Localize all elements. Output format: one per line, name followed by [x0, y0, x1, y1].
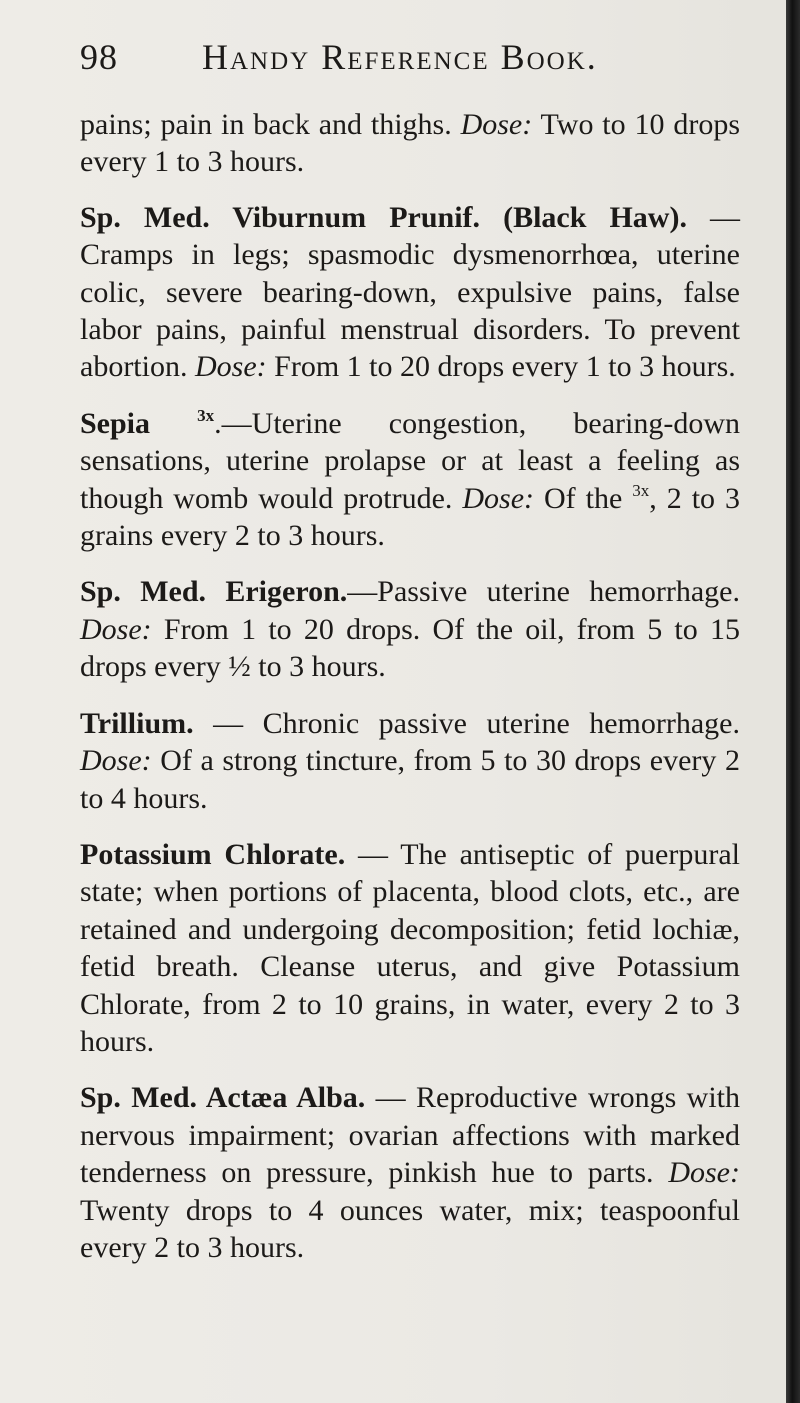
entry-term: Sp. Med. Viburnum Prunif. (Black Haw).	[80, 200, 687, 234]
page-edge-shadow	[786, 0, 800, 1403]
entry-viburnum	[80, 199, 740, 386]
dose-label: Dose:	[460, 108, 533, 141]
potency-superscript: 3x	[632, 480, 650, 500]
dose-text: From 1 to 20 drops. Of the oil, from 5 to 15 drops every ½ to 3 hours.	[80, 612, 740, 684]
entry-term: Sepia	[80, 406, 151, 440]
dose-text: Two to 10 drops every 1 to 3 hours.	[80, 108, 741, 179]
entry-erigeron	[80, 573, 740, 685]
dose-text: Twenty drops to 4 ounces water, mix; teaspoonful every 2 to 3 hours.	[80, 1193, 740, 1264]
dose-text: From 1 to 20 drops every 1 to 3 hours.	[266, 350, 736, 384]
dose-label: Dose:	[668, 1156, 740, 1190]
dose-label: Dose:	[80, 612, 152, 646]
entry-text: — The antiseptic of puerpural state; when portions of placenta, blood clots, etc., are retained and undergoing decomposition; fetid lochiæ, fetid breath. Cleanse uterus, and give Potassium Chlorate, from 2 to 10 grains, in water, every 2 to 3 hours.	[80, 837, 740, 1058]
entry-potassium-chlorate	[80, 836, 740, 1060]
paragraph-continuation	[80, 106, 740, 181]
entry-term: Trillium.	[80, 706, 194, 740]
entry-text: — Reproductive wrongs with nervous impairment; ovarian affections with marked tenderness on pressure, pinkish hue to parts.	[80, 1081, 740, 1190]
paragraph-text: pains; pain in back and thighs.	[80, 108, 461, 141]
potency-superscript: 3x	[197, 405, 215, 425]
entry-term: Potassium Chlorate.	[80, 837, 346, 871]
entry-trillium	[80, 705, 740, 817]
entry-term: Sp. Med. Erigeron.	[80, 575, 348, 609]
dose-label: Dose:	[80, 744, 152, 778]
running-title: Handy Reference Book.	[202, 37, 598, 77]
body-text	[80, 106, 740, 1285]
entry-actaea-alba	[80, 1079, 740, 1266]
dose-text: , 2 to 3 grains every 2 to 3 hours.	[80, 481, 741, 553]
dose-label: Dose:	[194, 350, 267, 384]
page-number: 98	[80, 37, 118, 77]
entry-text: —Passive uterine hemorrhage.	[347, 575, 740, 609]
entry-text: —Cramps in legs; spasmodic dysmenorrhœa, uterine colic, severe bearing-down, expulsive pains, false labor pains, painful menstrual disorders. To prevent abortion.	[80, 200, 741, 384]
dose-text: Of a strong tincture, from 5 to 30 drops every 2 to 4 hours.	[80, 744, 740, 815]
dose-label: Dose:	[462, 481, 535, 515]
page-header	[80, 32, 740, 82]
entry-text: — Chronic passive uterine hemorrhage.	[193, 706, 740, 740]
entry-sepia	[80, 405, 740, 555]
entry-term: Sp. Med. Actæa Alba.	[80, 1081, 366, 1115]
dose-text: Of the	[534, 481, 633, 515]
entry-text: .—Uterine congestion, bearing-down sensations, uterine prolapse or at least a feeling as though womb would protrude.	[80, 406, 740, 515]
